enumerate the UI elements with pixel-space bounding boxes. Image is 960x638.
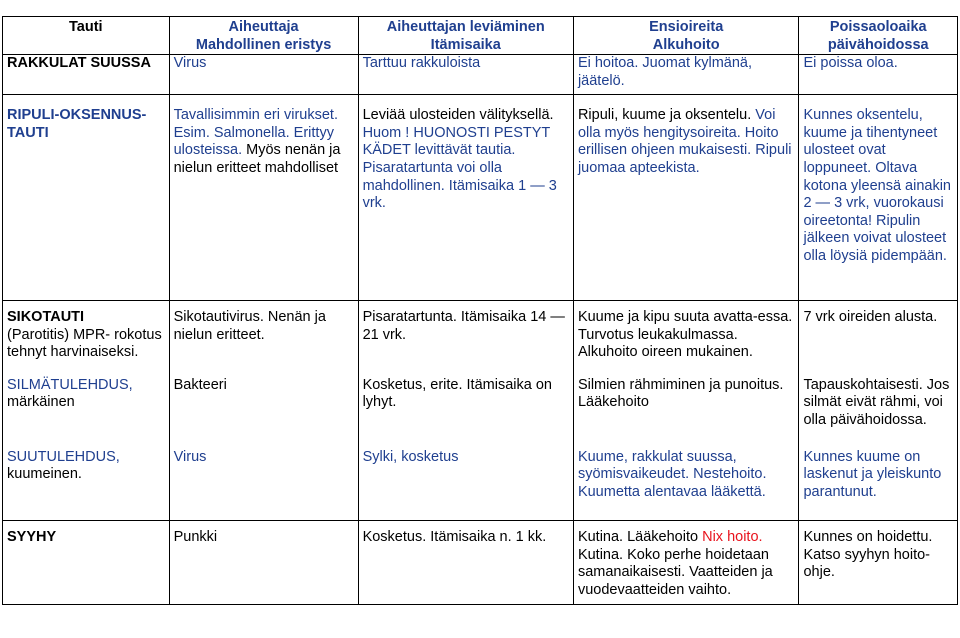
table-row	[3, 521, 958, 605]
cell-aiheuttaja: Bakteeri	[169, 377, 358, 449]
cell-aiheuttaja: Sikotautivirus. Nenän ja nielun eritteet.	[169, 301, 358, 377]
header-aiheuttaja: Aiheuttaja Mahdollinen eristys	[169, 17, 358, 55]
table-row	[3, 301, 958, 377]
cell-leviaminen: Kosketus, erite. Itämisaika on lyhyt.	[358, 377, 573, 449]
cell-poissaolo: Kunnes kuume on laskenut ja yleiskunto parantunut.	[799, 449, 958, 521]
header-leviaminen: Aiheuttajan leviäminen Itämisaika	[358, 17, 573, 55]
cell-aiheuttaja: Virus	[169, 449, 358, 521]
cell-tauti: SIKOTAUTI (Parotitis) MPR- rokotus tehnyt harvinaiseksi.	[3, 301, 170, 377]
cell-oireet: Ripuli, kuume ja oksentelu. Voi olla myös hengitysoireita. Hoito erillisen ohjeen mukaisesti. Ripuli juomaa apteekista.	[573, 95, 799, 301]
cell-leviaminen: Kosketus. Itämisaika n. 1 kk.	[358, 521, 573, 605]
cell-oireet: Ei hoitoa. Juomat kylmänä, jäätelö.	[573, 55, 799, 95]
table-row	[3, 377, 958, 449]
header-tauti: Tauti	[3, 17, 170, 55]
table-row	[3, 55, 958, 95]
cell-aiheuttaja: Punkki	[169, 521, 358, 605]
tauti-name: RIPULI-OKSENNUS-TAUTI	[7, 107, 147, 141]
table-row	[3, 449, 958, 521]
cell-tauti: SILMÄTULEHDUS, märkäinen	[3, 377, 170, 449]
nix-hoito-text: Nix hoito.	[702, 529, 763, 546]
cell-tauti: SUUTULEHDUS, kuumeinen.	[3, 449, 170, 521]
cell-oireet: Kuume ja kipu suuta avatta-essa. Turvotus leukakulmassa. Alkuhoito oireen mukainen.	[573, 301, 799, 377]
cell-tauti: SYYHY	[3, 521, 170, 605]
table-row	[3, 95, 958, 301]
cell-poissaolo: Ei poissa oloa.	[799, 55, 958, 95]
cell-aiheuttaja: Tavallisimmin eri virukset. Esim. Salmonella. Erittyy ulosteissa. Myös nenän ja nielun eritteet mahdolliset	[169, 95, 358, 301]
cell-poissaolo: Kunnes oksentelu, kuume ja tihentyneet ulosteet ovat loppuneet. Oltava kotona yleensä ainakin 2 — 3 vrk, vuorokausi oireetonta! Ripulin jälkeen voivat ulosteet olla löysiä pidempään.	[799, 95, 958, 301]
cell-aiheuttaja: Virus	[169, 55, 358, 95]
cell-oireet: Silmien rähmiminen ja punoitus. Lääkehoito	[573, 377, 799, 449]
cell-leviaminen: Sylki, kosketus	[358, 449, 573, 521]
cell-leviaminen: Tarttuu rakkuloista	[358, 55, 573, 95]
disease-table	[2, 16, 958, 605]
cell-oireet: Kutina. Lääkehoito Nix hoito. Kutina. Koko perhe hoidetaan samanaikaisesti. Vaatteiden ja vuodevaatteiden vaihto.	[573, 521, 799, 605]
cell-poissaolo: Tapauskohtaisesti. Jos silmät eivät rähmi, voi olla päivähoidossa.	[799, 377, 958, 449]
cell-oireet: Kuume, rakkulat suussa, syömisvaikeudet. Nestehoito. Kuumetta alentavaa lääkettä.	[573, 449, 799, 521]
cell-tauti	[3, 95, 170, 301]
cell-poissaolo: Kunnes on hoidettu. Katso syyhyn hoito-ohje.	[799, 521, 958, 605]
header-row	[3, 17, 958, 55]
cell-leviaminen: Pisaratartunta. Itämisaika 14 — 21 vrk.	[358, 301, 573, 377]
cell-poissaolo: 7 vrk oireiden alusta.	[799, 301, 958, 377]
header-ensioireita: Ensioireita Alkuhoito	[573, 17, 799, 55]
header-poissaolo: Poissaoloaika päivähoidossa	[799, 17, 958, 55]
cell-leviaminen: Leviää ulosteiden välityksellä. Huom ! HUONOSTI PESTYT KÄDET levittävät tautia. Pisaratartunta voi olla mahdollinen. Itämisaika 1 — 3 vrk.	[358, 95, 573, 301]
cell-tauti: RAKKULAT SUUSSA	[3, 55, 170, 95]
